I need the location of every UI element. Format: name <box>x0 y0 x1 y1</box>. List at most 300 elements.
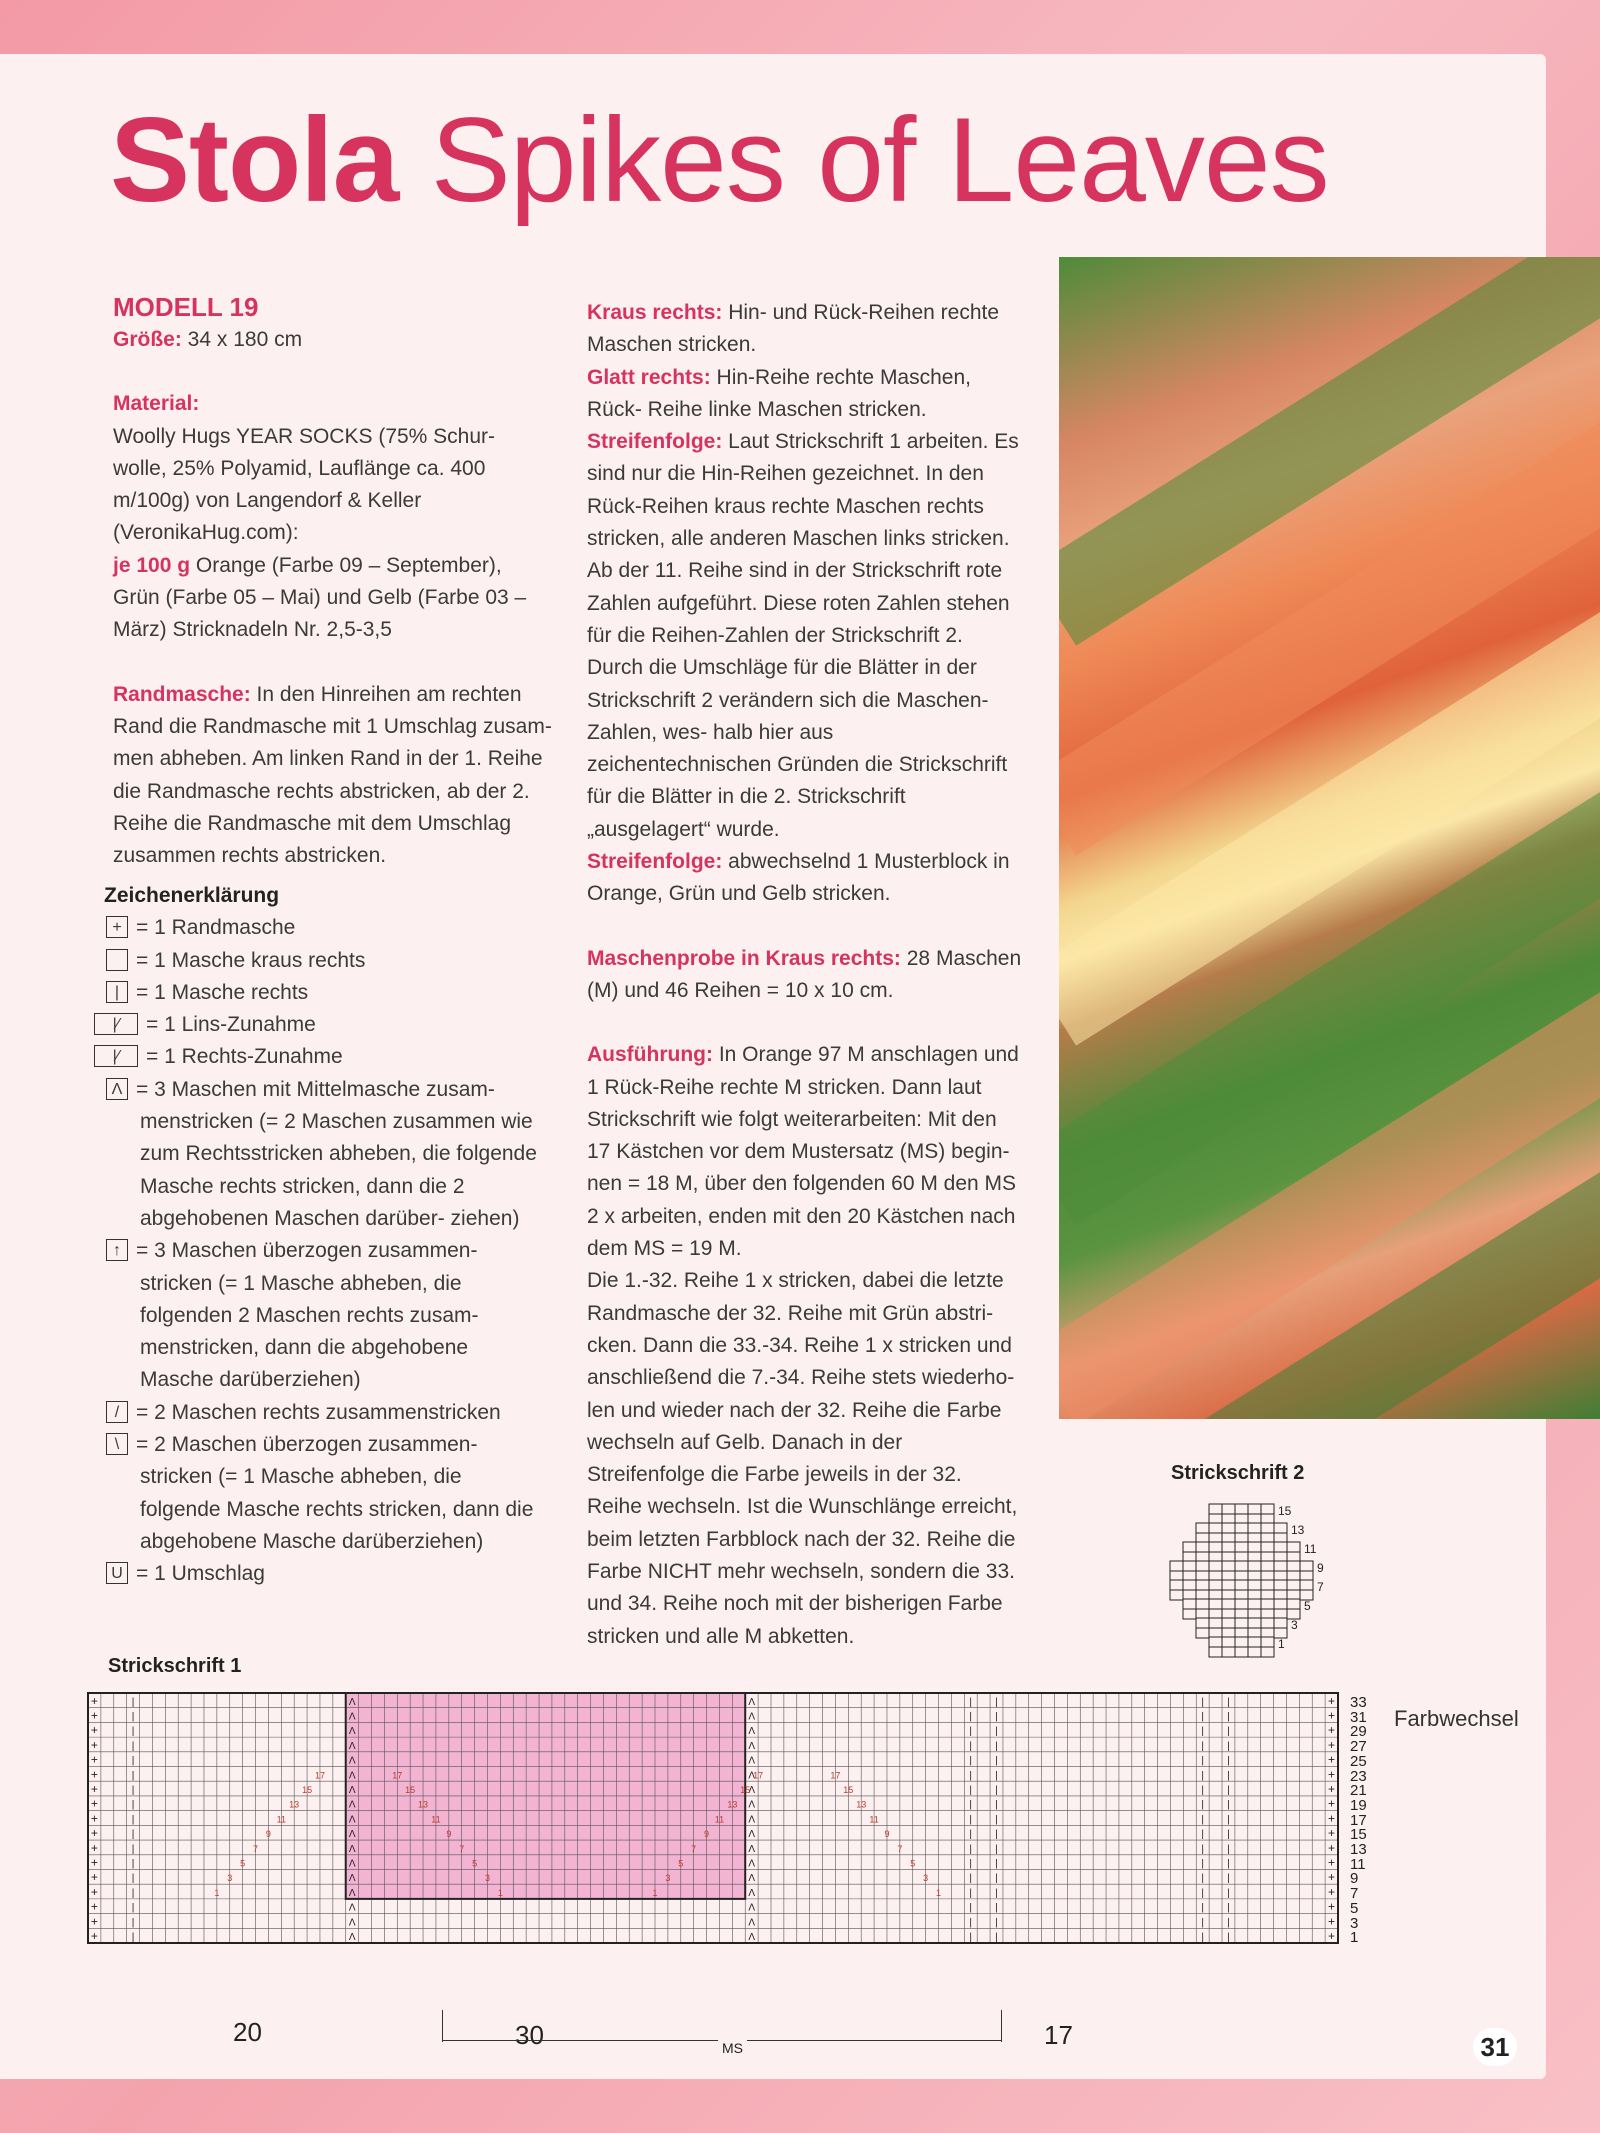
chart-symbol: | <box>131 1887 135 1899</box>
chart-symbol: | <box>995 1696 998 1708</box>
chart-symbol: | <box>131 1711 135 1723</box>
up-arrow-icon: ↑ <box>106 1239 128 1261</box>
chart-symbol: | <box>131 1696 135 1708</box>
row-number: 33 <box>1350 1694 1367 1711</box>
chart2-cell <box>1274 1542 1287 1552</box>
edge-stitch-symbol: + <box>90 1723 98 1738</box>
red-row-number: 11 <box>714 1814 725 1825</box>
chart-symbol: Λ <box>748 1799 756 1811</box>
chart2-cell <box>1222 1580 1235 1590</box>
chart2-cell <box>1287 1599 1300 1609</box>
chart-symbol: | <box>969 1932 973 1944</box>
red-row-number: 15 <box>740 1785 751 1795</box>
chart-symbol: | <box>995 1740 998 1752</box>
chart2-cell <box>1261 1504 1274 1514</box>
chart2-row-number: 7 <box>1317 1580 1324 1594</box>
chart2-cell <box>1196 1628 1209 1638</box>
chart-symbol: | <box>995 1726 998 1738</box>
edge-stitch-symbol: + <box>90 1929 98 1944</box>
chart-symbol: | <box>131 1902 135 1914</box>
chart-symbol: Λ <box>748 1858 756 1870</box>
chart2-cell <box>1222 1561 1235 1571</box>
chart2-cell <box>1287 1542 1300 1552</box>
red-row-number: 5 <box>472 1858 478 1869</box>
chart2-cell <box>1183 1599 1196 1609</box>
row-number: 9 <box>1350 1870 1359 1888</box>
chart-symbol: | <box>969 1887 973 1899</box>
red-row-number: 15 <box>843 1785 854 1795</box>
left-column <box>113 290 553 904</box>
edge-stitch-symbol: + <box>1328 1870 1336 1885</box>
chart2-cell <box>1274 1599 1287 1609</box>
red-row-number: 7 <box>897 1843 903 1854</box>
edge-stitch-symbol: + <box>1328 1826 1336 1841</box>
chart2-cell <box>1261 1561 1274 1571</box>
chart-symbol: | <box>1227 1814 1230 1826</box>
chart-symbol: | <box>131 1814 135 1826</box>
chart-symbol: Λ <box>348 1829 356 1841</box>
chart-symbol: | <box>1201 1814 1204 1826</box>
chart2-cell <box>1300 1580 1313 1590</box>
legend-item: |⁄ = 1 Rechts-Zunahme <box>104 1041 544 1073</box>
chart2-row-number: 15 <box>1278 1504 1292 1518</box>
chart2-cell <box>1235 1580 1248 1590</box>
chart2-cell <box>1248 1618 1261 1628</box>
chart2-cell <box>1300 1561 1313 1571</box>
legend-item-continuation: stricken (= 1 Masche abheben, die folgende Masche rechts stricken, dann die abgehobene Masche darüberziehen) <box>140 1465 534 1553</box>
chart2-cell <box>1196 1561 1209 1571</box>
row-number: 21 <box>1350 1782 1367 1800</box>
chart-symbol: | <box>131 1932 135 1944</box>
chart-symbol: | <box>969 1740 973 1752</box>
legend-item: + = 1 Randmasche <box>104 912 544 944</box>
glatt-block: Glatt rechts: Hin-Reihe rechte Maschen, Rück- Reihe linke Maschen stricken. <box>587 365 971 421</box>
edge-stitch-symbol: + <box>90 1811 98 1826</box>
row-number: 11 <box>1350 1855 1366 1873</box>
middle-column <box>587 297 1022 1653</box>
chart1-caption: Strickschrift 1 <box>108 1655 242 1677</box>
edge-stitch-symbol: + <box>1328 1899 1336 1914</box>
chart-symbol: Λ <box>748 1932 756 1944</box>
stitch-count-left: 20 <box>233 2017 262 2047</box>
chart2-cell <box>1222 1618 1235 1628</box>
red-row-number: 3 <box>227 1873 233 1884</box>
chart-symbol: | <box>1201 1932 1204 1944</box>
chart-symbol: | <box>1227 1726 1230 1738</box>
chart-symbol: | <box>969 1873 973 1885</box>
red-row-number: 15 <box>302 1785 313 1795</box>
edge-stitch-symbol: + <box>90 1855 98 1870</box>
chart-symbol: Λ <box>748 1696 756 1708</box>
chart2-cell <box>1222 1637 1235 1647</box>
edge-stitch-symbol: + <box>90 1708 98 1723</box>
chart-symbol: | <box>131 1740 135 1752</box>
row-number: 15 <box>1350 1826 1367 1844</box>
chart2-cell <box>1235 1504 1248 1514</box>
edge-stitch-symbol: + <box>90 1767 98 1782</box>
color-change-label: Farbwechsel <box>1394 1706 1519 1731</box>
chart2-cell <box>1209 1599 1222 1609</box>
chart-symbol: Λ <box>348 1873 356 1885</box>
chart-symbol: Λ <box>748 1785 756 1796</box>
chart-symbol: | <box>1201 1726 1204 1738</box>
red-row-number: 1 <box>497 1887 503 1898</box>
chart2-caption: Strickschrift 2 <box>1171 1462 1305 1484</box>
chart-symbol: Λ <box>348 1917 356 1929</box>
edge-stitch-symbol: + <box>1328 1782 1336 1796</box>
chart-symbol: | <box>969 1711 973 1723</box>
stitch-count-right: 17 <box>1044 2020 1073 2050</box>
row-number: 17 <box>1350 1811 1367 1829</box>
edge-stitch-symbol: + <box>1328 1708 1336 1723</box>
center-decrease-icon: Λ <box>106 1078 128 1100</box>
chart2-cell <box>1209 1504 1222 1514</box>
chart-symbol: Λ <box>748 1829 756 1841</box>
chart-symbol: | <box>1201 1917 1204 1929</box>
chart-symbol: | <box>131 1726 135 1738</box>
chart-symbol: | <box>131 1873 135 1885</box>
chart2-row-number: 3 <box>1291 1618 1298 1632</box>
chart-symbol: | <box>1227 1902 1230 1914</box>
chart2-cell <box>1235 1561 1248 1571</box>
edge-stitch-symbol: + <box>90 1752 98 1767</box>
chart-symbol: Λ <box>348 1785 356 1796</box>
chart-symbol: | <box>995 1829 998 1841</box>
chart-symbol: | <box>969 1755 973 1767</box>
red-row-number: 15 <box>405 1785 416 1795</box>
chart-symbol: Λ <box>748 1873 756 1885</box>
red-row-number: 3 <box>665 1873 671 1884</box>
chart-symbol: Λ <box>348 1814 356 1826</box>
chart2-row-number: 5 <box>1304 1599 1311 1613</box>
red-row-number: 7 <box>253 1843 259 1854</box>
chart2-cell <box>1209 1561 1222 1571</box>
chart-symbol: Λ <box>348 1858 356 1870</box>
legend-item-continuation: stricken (= 1 Masche abheben, die folgenden 2 Maschen rechts zusam- menstricken, dann die abgehobene Masche darüberziehen) <box>140 1271 479 1392</box>
chart-symbol: | <box>969 1726 973 1738</box>
ms-label: MS <box>718 2040 747 2056</box>
chart-symbol: | <box>995 1755 998 1767</box>
chart2-cell <box>1222 1542 1235 1552</box>
chart-symbol: | <box>995 1858 998 1870</box>
chart2-cell <box>1209 1542 1222 1552</box>
edge-stitch-symbol: + <box>90 1782 98 1796</box>
chart2-row-number: 9 <box>1317 1561 1324 1575</box>
chart-symbol: | <box>995 1799 998 1811</box>
chart2-cell <box>1183 1609 1196 1619</box>
chart2-cell <box>1235 1618 1248 1628</box>
chart-symbol: | <box>1201 1799 1204 1811</box>
legend-item: U = 1 Umschlag <box>104 1558 544 1590</box>
chart-symbol: | <box>1227 1740 1230 1752</box>
chart-symbol: | <box>995 1770 998 1782</box>
chart-symbol: | <box>1201 1755 1204 1767</box>
row-number: 27 <box>1350 1738 1367 1756</box>
bar-icon: | <box>106 981 128 1003</box>
chart-symbol: | <box>131 1799 135 1811</box>
red-row-number: 17 <box>392 1770 403 1781</box>
kraus-block: Kraus rechts: Hin- und Rück-Reihen rechte Maschen stricken. <box>587 301 1000 357</box>
chart2-cell <box>1170 1580 1183 1590</box>
chart2-cell <box>1274 1580 1287 1590</box>
legend <box>104 880 544 1591</box>
red-row-number: 3 <box>923 1873 929 1884</box>
legend-item: Λ = 3 Maschen mit Mittelmasche zusam- <box>104 1074 544 1106</box>
plus-icon: + <box>106 916 128 938</box>
red-row-number: 9 <box>704 1829 710 1840</box>
chart2-cell <box>1222 1647 1235 1657</box>
chart2-cell <box>1261 1580 1274 1590</box>
legend-item-continuation: menstricken (= 2 Maschen zusammen wie zum Rechtsstricken abheben, die folgende Masche rechts stricken, dann die 2 abgehobenen Maschen darüber- ziehen) <box>140 1110 537 1230</box>
red-row-number: 17 <box>314 1770 325 1781</box>
red-row-number: 1 <box>214 1887 220 1898</box>
chart2-cell <box>1261 1647 1274 1657</box>
chart2-cell <box>1196 1599 1209 1609</box>
chart-symbol: | <box>969 1696 973 1708</box>
stitch-count-middle: 30 <box>515 2020 544 2050</box>
chart-symbol: Λ <box>748 1711 756 1723</box>
chart2-cell <box>1235 1637 1248 1647</box>
chart-symbol: | <box>1201 1858 1204 1870</box>
chart2-cell <box>1261 1542 1274 1552</box>
edge-stitch-symbol: + <box>1328 1737 1336 1752</box>
row-number: 3 <box>1350 1914 1359 1932</box>
red-row-number: 5 <box>240 1858 246 1869</box>
chart-symbol: | <box>995 1902 998 1914</box>
chart-symbol: | <box>995 1917 998 1929</box>
chart-symbol: | <box>969 1785 973 1796</box>
chart-symbol: | <box>1227 1873 1230 1885</box>
chart-symbol: Λ <box>348 1799 356 1811</box>
chart1-grid <box>85 1690 1345 1960</box>
edge-stitch-symbol: + <box>90 1840 98 1855</box>
chart-symbol: | <box>969 1858 973 1870</box>
left-increase-icon: |⁄ <box>94 1013 138 1035</box>
chart2-cell <box>1209 1637 1222 1647</box>
chart-symbol: | <box>969 1770 973 1782</box>
legend-item: | = 1 Masche rechts <box>104 977 544 1009</box>
chart-symbol: Λ <box>348 1887 356 1899</box>
chart2-cell <box>1209 1523 1222 1533</box>
red-row-number: 11 <box>276 1814 286 1825</box>
red-row-number: 9 <box>884 1829 890 1840</box>
chart2-cell <box>1235 1542 1248 1552</box>
red-row-number: 7 <box>459 1843 465 1854</box>
chart2-cell <box>1261 1637 1274 1647</box>
red-row-number: 11 <box>431 1814 441 1825</box>
chart-symbol: | <box>995 1814 998 1826</box>
chart2-cell <box>1235 1599 1248 1609</box>
chart-symbol: | <box>995 1932 998 1944</box>
chart-symbol: Λ <box>348 1932 356 1944</box>
chart2-cell <box>1248 1523 1261 1533</box>
chart-symbol: Λ <box>348 1696 356 1708</box>
chart2-cell <box>1274 1561 1287 1571</box>
edge-stitch-symbol: + <box>1328 1884 1336 1899</box>
edge-stitch-symbol: + <box>90 1796 98 1811</box>
chart-symbol: | <box>969 1917 973 1929</box>
chart-symbol: | <box>1227 1887 1230 1899</box>
red-row-number: 13 <box>289 1799 300 1810</box>
legend-item: |⁄ = 1 Lins-Zunahme <box>104 1009 544 1041</box>
chart-symbol: Λ <box>348 1755 356 1767</box>
chart-symbol: | <box>1201 1770 1204 1782</box>
chart-symbol: | <box>995 1873 998 1885</box>
chart2-cell <box>1248 1637 1261 1647</box>
edge-stitch-symbol: + <box>1328 1693 1336 1708</box>
edge-stitch-symbol: + <box>90 1884 98 1899</box>
chart-symbol: | <box>1201 1843 1204 1855</box>
streifen-block: Streifenfolge: Laut Strickschrift 1 arbeiten. Es sind nur die Hin-Reihen gezeichnet. In den Rück-Reihen kraus rechte Maschen rechts stricken, alle anderen Maschen links stricken. Ab der 11. Reihe sind in der Strickschrift rote Zahlen aufgeführt. Diese roten Zahlen stehen für die Reihen-Zahlen der Strickschrift 2. Durch die Umschläge für die Blätter in der Strickschrift 2 verändern sich die Maschen-Zahlen, wes- halb hier aus zeichentechnischen Gründen die Strickschrift für die Blätter in die 2. Strickschrift „ausgelagert“ wurde. <box>587 430 1019 841</box>
chart2-cell <box>1248 1580 1261 1590</box>
red-row-number: 7 <box>691 1843 697 1854</box>
edge-stitch-symbol: + <box>1328 1767 1336 1782</box>
red-row-number: 5 <box>910 1858 916 1869</box>
page-title <box>110 93 1329 227</box>
title-bold: Stola <box>110 93 399 227</box>
chart-symbol: | <box>1201 1696 1204 1708</box>
row-number: 29 <box>1350 1723 1367 1741</box>
chart-symbol: | <box>969 1799 973 1811</box>
knitted-shawl-photo <box>1059 257 1600 1419</box>
ssk-icon: \ <box>106 1433 128 1455</box>
chart2-grid <box>1160 1500 1360 1660</box>
chart-symbol: | <box>1201 1887 1204 1899</box>
red-row-number: 9 <box>265 1829 271 1840</box>
edge-stitch-symbol: + <box>90 1899 98 1914</box>
chart2-cell <box>1248 1504 1261 1514</box>
row-number: 19 <box>1350 1796 1367 1814</box>
chart2-cell <box>1261 1523 1274 1533</box>
page-number: 31 <box>1473 2028 1517 2066</box>
chart2-row-number: 1 <box>1278 1637 1285 1651</box>
chart2-cell <box>1274 1618 1287 1628</box>
row-number: 13 <box>1350 1841 1367 1859</box>
legend-item: ↑ = 3 Maschen überzogen zusammen- <box>104 1235 544 1267</box>
chart-symbol: Λ <box>348 1711 356 1723</box>
chart2-row-number: 11 <box>1304 1542 1317 1556</box>
red-row-number: 3 <box>484 1873 490 1884</box>
chart-symbol: | <box>1201 1902 1204 1914</box>
edge-stitch-symbol: + <box>1328 1855 1336 1870</box>
chart-symbol: | <box>1227 1829 1230 1841</box>
edge-stitch-symbol: + <box>90 1870 98 1885</box>
chart2-cell <box>1209 1580 1222 1590</box>
chart-symbol: | <box>131 1917 135 1929</box>
chart2-cell <box>1248 1599 1261 1609</box>
chart-symbol: | <box>131 1785 135 1796</box>
chart2-cell <box>1196 1523 1209 1533</box>
chart-symbol: | <box>969 1902 973 1914</box>
chart-symbol: Λ <box>348 1770 356 1782</box>
size-line: Größe: 34 x 180 cm <box>113 328 303 351</box>
chart2-cell <box>1222 1599 1235 1609</box>
chart2-cell <box>1274 1523 1287 1533</box>
chart2-cell <box>1287 1561 1300 1571</box>
chart2-cell <box>1261 1599 1274 1609</box>
model-heading: MODELL 19 <box>113 292 259 322</box>
chart2-cell <box>1196 1542 1209 1552</box>
chart-symbol: | <box>995 1843 998 1855</box>
edge-stitch-symbol: + <box>90 1737 98 1752</box>
red-row-number: 13 <box>856 1799 867 1810</box>
chart-symbol: | <box>995 1887 998 1899</box>
chart2-cell <box>1222 1504 1235 1514</box>
legend-heading: Zeichenerklärung <box>104 884 280 907</box>
red-row-number: 1 <box>936 1887 942 1898</box>
chart2-cell <box>1261 1618 1274 1628</box>
ms-bracket-right <box>1001 2010 1002 2042</box>
chart-symbol: Λ <box>348 1740 356 1752</box>
edge-stitch-symbol: + <box>1328 1840 1336 1855</box>
row-number: 1 <box>1350 1929 1359 1947</box>
probe-block: Maschenprobe in Kraus rechts: 28 Maschen (M) und 46 Reihen = 10 x 10 cm. <box>587 946 1022 1002</box>
chart-symbol: | <box>131 1843 135 1855</box>
chart-symbol: | <box>1227 1785 1230 1796</box>
red-row-number: 17 <box>830 1770 841 1781</box>
chart2-cell <box>1209 1618 1222 1628</box>
edge-stitch-symbol: + <box>90 1693 98 1708</box>
legend-item: \ = 2 Maschen überzogen zusammen- <box>104 1429 544 1461</box>
chart-symbol: | <box>1227 1799 1230 1811</box>
chart2-cell <box>1235 1647 1248 1657</box>
chart2-cell <box>1248 1647 1261 1657</box>
chart-symbol: Λ <box>748 1887 756 1899</box>
chart2-row-number: 13 <box>1291 1523 1305 1537</box>
chart-symbol: | <box>1201 1711 1204 1723</box>
chart-symbol: | <box>131 1858 135 1870</box>
red-row-number: 5 <box>678 1858 684 1869</box>
chart-symbol: Λ <box>748 1917 756 1929</box>
ms-bracket-left <box>442 2010 443 2042</box>
title-light: Spikes of Leaves <box>430 93 1329 227</box>
chart-symbol: | <box>1201 1829 1204 1841</box>
chart-symbol: | <box>1227 1932 1230 1944</box>
chart-symbol: | <box>1227 1843 1230 1855</box>
red-row-number: 13 <box>727 1799 738 1810</box>
yarn-over-icon: U <box>106 1562 128 1584</box>
edge-stitch-symbol: + <box>1328 1723 1336 1738</box>
chart2-cell <box>1222 1523 1235 1533</box>
row-number: 5 <box>1350 1899 1359 1917</box>
chart-symbol: | <box>1227 1755 1230 1767</box>
edge-stitch-symbol: + <box>1328 1811 1336 1826</box>
chart-symbol: | <box>131 1755 135 1767</box>
chart-symbol: Λ <box>748 1843 756 1855</box>
red-row-number: 17 <box>753 1770 764 1781</box>
chart-symbol: | <box>1227 1770 1230 1782</box>
right-increase-icon: |⁄ <box>94 1045 138 1067</box>
edge-stitch-symbol: + <box>1328 1929 1336 1944</box>
chart-symbol: Λ <box>348 1902 356 1914</box>
legend-item: = 1 Masche kraus rechts <box>104 945 544 977</box>
chart-symbol: | <box>995 1711 998 1723</box>
edge-stitch-symbol: + <box>1328 1752 1336 1767</box>
red-row-number: 9 <box>446 1829 452 1840</box>
chart-symbol: | <box>1227 1696 1230 1708</box>
streifen2-block: Streifenfolge: abwechselnd 1 Musterblock in Orange, Grün und Gelb stricken. <box>587 850 1010 906</box>
chart2-cell <box>1248 1542 1261 1552</box>
chart2-cell <box>1183 1561 1196 1571</box>
chart2-cell <box>1196 1618 1209 1628</box>
chart-symbol: | <box>131 1829 135 1841</box>
edge-stitch-symbol: + <box>1328 1796 1336 1811</box>
chart-symbol: | <box>995 1785 998 1796</box>
edge-stitch-symbol: + <box>1328 1914 1336 1929</box>
chart-symbol: Λ <box>748 1755 756 1767</box>
chart-symbol: | <box>1227 1711 1230 1723</box>
chart2-cell <box>1196 1580 1209 1590</box>
